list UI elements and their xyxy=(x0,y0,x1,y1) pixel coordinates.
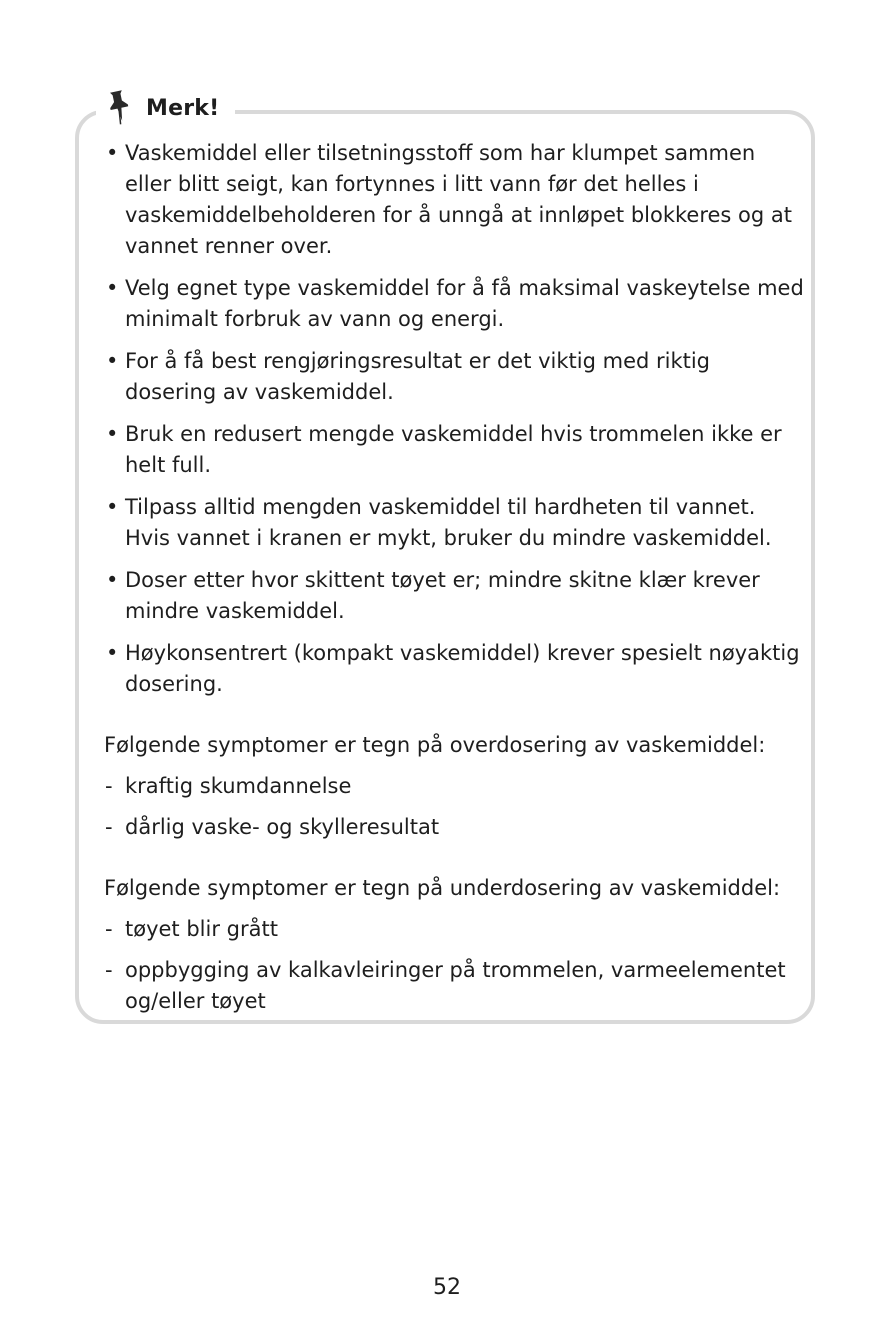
list-item: • For å få best rengjøringsresultat er det viktig med riktig dosering av vaskemiddel. xyxy=(104,346,804,408)
list-item: - oppbygging av kalkavleiringer på trommelen, varmeelementet og/eller tøyet xyxy=(104,955,804,1017)
overdosing-heading: Følgende symptomer er tegn på overdosering av vaskemiddel: xyxy=(104,733,766,757)
list-item: • Tilpass alltid mengden vaskemiddel til hardheten til vannet. Hvis vannet i kranen er mykt, bruker du mindre vaskemiddel. xyxy=(104,492,804,554)
list-item: • Høykonsentrert (kompakt vaskemiddel) krever spesielt nøyaktig dosering. xyxy=(104,638,804,700)
list-item: • Vaskemiddel eller tilsetningsstoff som har klumpet sammen eller blitt seigt, kan fortynnes i litt vann før det helles i vaskemiddelbeholderen for å unngå at innløpet blokkeres og at vannet renner over. xyxy=(104,138,804,262)
list-item: - dårlig vaske- og skylleresultat xyxy=(104,812,804,843)
list-item: - kraftig skumdannelse xyxy=(104,771,804,802)
note-title: Merk! xyxy=(146,95,220,121)
list-item: - tøyet blir grått xyxy=(104,914,804,945)
list-item: • Doser etter hvor skittent tøyet er; mindre skitne klær krever mindre vaskemiddel. xyxy=(104,565,804,627)
overdosing-section xyxy=(104,730,804,843)
underdosing-section xyxy=(104,873,804,1017)
overdosing-list xyxy=(104,771,804,843)
tips-list xyxy=(104,138,804,700)
note-content xyxy=(104,138,804,1027)
list-item: • Bruk en redusert mengde vaskemiddel hvis trommelen ikke er helt full. xyxy=(104,419,804,481)
underdosing-list xyxy=(104,914,804,1017)
page-number: 52 xyxy=(433,1275,461,1300)
note-header xyxy=(96,86,235,130)
pushpin-icon xyxy=(106,88,134,128)
list-item: • Velg egnet type vaskemiddel for å få maksimal vaskeytelse med minimalt forbruk av vann og energi. xyxy=(104,273,804,335)
underdosing-heading: Følgende symptomer er tegn på underdosering av vaskemiddel: xyxy=(104,876,781,900)
